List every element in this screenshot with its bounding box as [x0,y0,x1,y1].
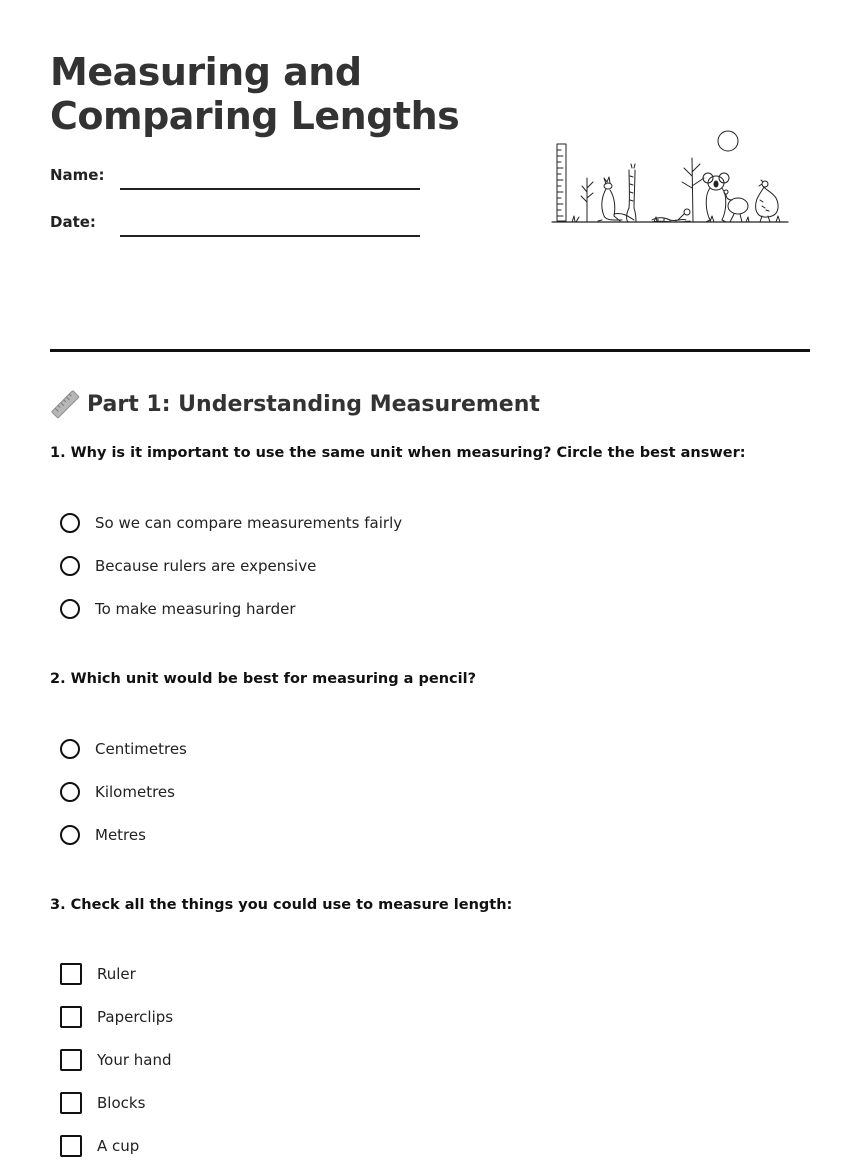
caterpillar-drawing [652,209,690,222]
question-1: 1. Why is it important to use the same unit when measuring? Circle the best answer: [50,445,746,461]
option-label: Your hand [97,1051,172,1069]
q3-option-1[interactable] [60,961,136,987]
option-label: Kilometres [95,783,175,801]
title-line-1: Measuring and [50,50,362,94]
q2-option-2[interactable] [60,779,175,805]
date-label: Date: [50,213,96,231]
radio-circle[interactable] [60,556,80,576]
option-label: A cup [97,1137,140,1155]
ruler-drawing [557,144,566,221]
ruler-icon [50,389,80,419]
q1-option-3[interactable] [60,596,296,622]
worksheet-title [50,50,459,138]
emu-drawing [724,190,748,222]
radio-circle[interactable] [60,825,80,845]
bird-drawing [756,180,778,222]
radio-circle[interactable] [60,513,80,533]
option-label: Because rulers are expensive [95,557,317,575]
date-write-line[interactable] [120,235,420,237]
section-1-heading [50,388,540,420]
radio-circle[interactable] [60,739,80,759]
q2-option-3[interactable] [60,822,146,848]
name-label: Name: [50,166,105,184]
tall-creature-drawing [627,164,636,222]
q3-option-2[interactable] [60,1004,173,1030]
option-label: Metres [95,826,146,844]
kangaroo-drawing [598,177,634,221]
checkbox[interactable] [60,963,82,985]
radio-circle[interactable] [60,782,80,802]
date-field[interactable] [50,207,420,237]
option-label: Blocks [97,1094,146,1112]
name-field[interactable] [50,160,420,190]
q1-option-2[interactable] [60,553,316,579]
option-label: Ruler [97,965,136,983]
q3-option-5[interactable] [60,1133,139,1159]
section-1-title: Part 1: Understanding Measurement [87,391,540,417]
question-3: 3. Check all the things you could use to measure length: [50,897,513,913]
q2-option-1[interactable] [60,736,187,762]
q3-option-3[interactable] [60,1047,172,1073]
animals-measuring-illustration [550,126,790,226]
title-line-2: Comparing Lengths [50,94,460,138]
checkbox[interactable] [60,1135,82,1157]
checkbox[interactable] [60,1049,82,1071]
sun-drawing [718,131,738,151]
option-label: Paperclips [97,1008,174,1026]
option-label: To make measuring harder [95,600,296,618]
option-label: Centimetres [95,740,187,758]
checkbox[interactable] [60,1092,82,1114]
radio-circle[interactable] [60,599,80,619]
q1-option-1[interactable] [60,510,402,536]
name-write-line[interactable] [120,188,420,190]
option-label: So we can compare measurements fairly [95,514,403,532]
koala-drawing [703,173,729,222]
question-2: 2. Which unit would be best for measuring a pencil? [50,671,476,687]
checkbox[interactable] [60,1006,82,1028]
header-divider [50,349,810,352]
q3-option-4[interactable] [60,1090,145,1116]
